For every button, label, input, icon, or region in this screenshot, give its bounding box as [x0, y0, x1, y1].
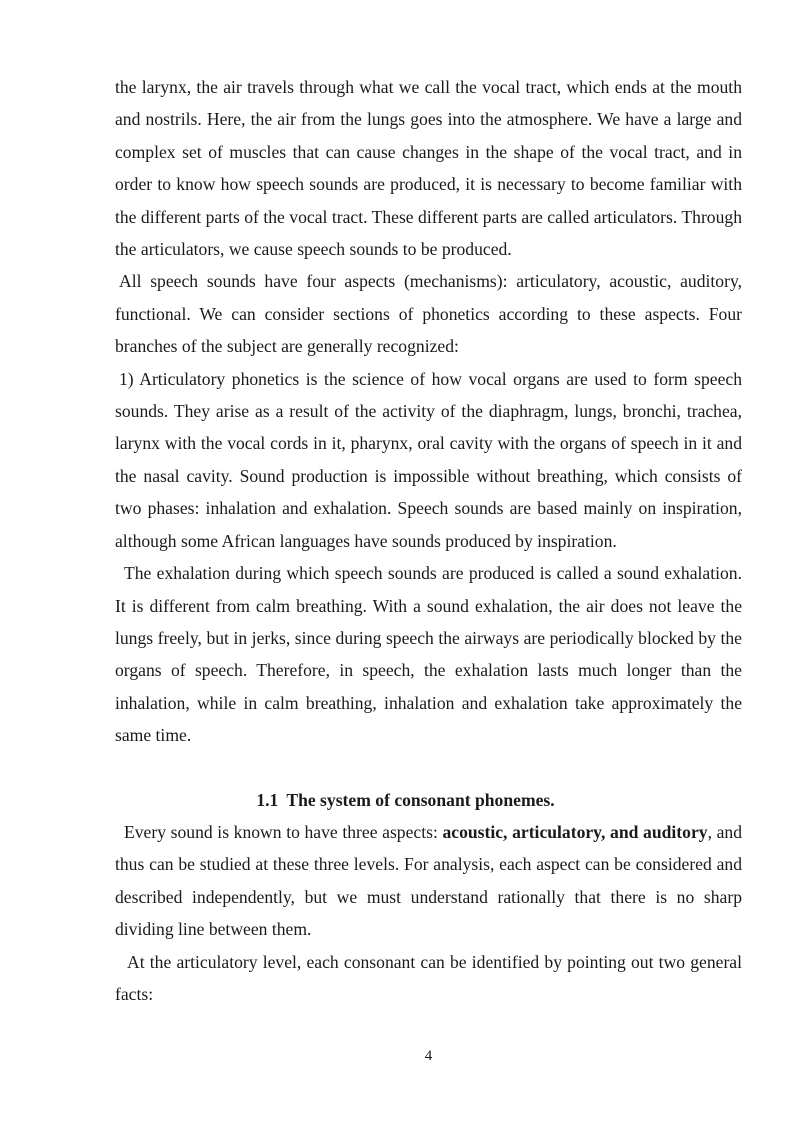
section-title: The system of consonant phonemes.	[286, 789, 555, 810]
section-heading	[115, 784, 742, 816]
body-text	[115, 71, 742, 1010]
paragraph-articulatory-level: At the articulatory level, each consonant can be identified by pointing out two general facts:	[115, 951, 742, 1004]
paragraph-three-aspects-emphasis: acoustic, articulatory, and auditory	[442, 821, 708, 842]
section-spacer	[115, 752, 742, 784]
paragraph-speech-aspects: All speech sounds have four aspects (mechanisms): articulatory, acoustic, auditory, functional. We can consider sections of phonetics according to these aspects. Four branches of the subject are generally recognized:	[115, 271, 742, 357]
page-number: 4	[424, 1048, 433, 1064]
paragraph-vocal-tract: the larynx, the air travels through what we call the vocal tract, which ends at the mouth and nostrils. Here, the air from the lungs goes into the atmosphere. We have a large and complex set of muscles that can cause changes in the shape of the vocal tract, and in order to know how speech sounds are produced, it is necessary to become familiar with the different parts of the vocal tract. These different parts are called articulators. Through the articulators, we cause speech sounds to be produced.	[115, 77, 742, 260]
paragraph-articulatory-phonetics: 1) Articulatory phonetics is the science of how vocal organs are used to form speech sounds. They arise as a result of the activity of the diaphragm, lungs, bronchi, trachea, larynx with the vocal cords in it, pharynx, oral cavity with the organs of speech in it and the nasal cavity. Sound production is impossible without breathing, which consists of two phases: inhalation and exhalation. Speech sounds are based mainly on inspiration, although some African languages have sounds produced by inspiration.	[115, 368, 742, 551]
paragraph-sound-exhalation: The exhalation during which speech sounds are produced is called a sound exhalation. It is different from calm breathing. With a sound exhalation, the air does not leave the lungs freely, but in jerks, since during speech the airways are periodically blocked by the organs of speech. Therefore, in speech, the exhalation lasts much longer than the inhalation, while in calm breathing, inhalation and exhalation take approximately the same time.	[115, 563, 742, 746]
paragraph-three-aspects-end: , and thus can be studied at these three levels. For analysis, each aspect can be considered and described independently, but we must understand rationally that there is no sharp dividing line between them.	[115, 821, 742, 940]
section-number: 1.1	[256, 789, 279, 810]
paragraph-three-aspects-start: Every sound is known to have three aspects:	[124, 821, 443, 842]
paragraph-three-aspects	[115, 816, 742, 946]
